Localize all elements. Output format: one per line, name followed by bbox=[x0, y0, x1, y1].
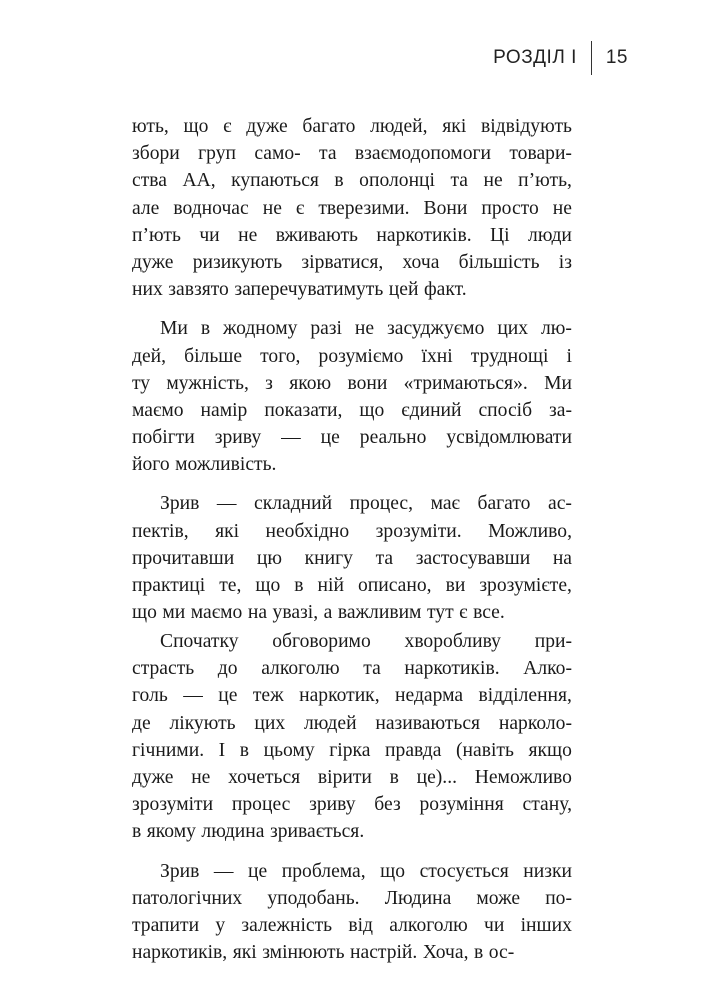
word: людей bbox=[303, 712, 357, 734]
word: голь bbox=[132, 685, 168, 707]
word: побігти bbox=[132, 427, 195, 449]
word: якому bbox=[146, 821, 196, 843]
word: реально bbox=[359, 427, 427, 449]
word: які bbox=[232, 942, 257, 964]
word: дей, bbox=[132, 345, 167, 367]
word: зірватися, bbox=[301, 251, 384, 273]
text-line bbox=[132, 222, 572, 249]
word: вони bbox=[347, 372, 388, 394]
word: не bbox=[354, 318, 375, 340]
word: має bbox=[430, 493, 460, 515]
word: відділення, bbox=[478, 685, 572, 707]
word: взаємодопомоги bbox=[354, 143, 492, 165]
word: в bbox=[132, 821, 142, 843]
word: просто bbox=[481, 197, 539, 219]
word: які bbox=[215, 520, 240, 542]
word: якщо bbox=[528, 739, 572, 761]
word: вживають bbox=[275, 224, 358, 246]
word: настрій. bbox=[350, 942, 418, 964]
word: більшість bbox=[458, 251, 540, 273]
word: але bbox=[132, 197, 160, 219]
word: є bbox=[459, 602, 468, 624]
word: водночас bbox=[173, 197, 249, 219]
word: хворобливу bbox=[404, 631, 501, 652]
word: зривається. bbox=[269, 821, 365, 843]
word: Людина bbox=[384, 887, 452, 909]
text-block-bottom bbox=[132, 628, 572, 966]
word: маємо bbox=[190, 602, 243, 624]
word: увазі, bbox=[272, 602, 319, 624]
word: дуже bbox=[132, 766, 174, 788]
word: маємо bbox=[132, 399, 184, 421]
word: купаються bbox=[231, 170, 319, 192]
word: проблема, bbox=[281, 860, 366, 882]
word: дуже bbox=[246, 116, 288, 137]
word: них bbox=[132, 279, 163, 301]
word: у bbox=[215, 914, 226, 936]
word: все. bbox=[473, 602, 505, 624]
text-line bbox=[132, 518, 572, 545]
word: зрозуміти bbox=[132, 794, 214, 816]
word: не bbox=[191, 766, 211, 788]
text-line bbox=[132, 113, 572, 140]
word: наркотиків. bbox=[404, 658, 500, 680]
word: нарколо- bbox=[498, 712, 572, 734]
word: розуміємо bbox=[318, 345, 404, 367]
word: багато bbox=[477, 493, 531, 515]
word: людина bbox=[201, 821, 265, 843]
text-line bbox=[132, 599, 572, 626]
text-line bbox=[132, 343, 572, 370]
word: ас- bbox=[548, 493, 572, 515]
word: це)... bbox=[416, 766, 457, 788]
word: ос- bbox=[488, 942, 515, 964]
word: вірити bbox=[317, 766, 372, 788]
word: зриву bbox=[214, 427, 262, 449]
word: мужність, bbox=[166, 372, 249, 394]
text-line bbox=[132, 451, 572, 478]
word: це bbox=[248, 860, 268, 882]
word: називаються bbox=[375, 712, 481, 734]
word: — bbox=[183, 685, 203, 707]
text-line bbox=[132, 655, 572, 682]
text-line bbox=[132, 710, 572, 737]
paragraph bbox=[132, 628, 572, 846]
word: п’ють bbox=[132, 224, 181, 246]
word: цих bbox=[254, 712, 286, 734]
word: в bbox=[294, 575, 304, 596]
header-divider bbox=[591, 41, 592, 75]
word: — bbox=[281, 427, 301, 449]
word: уподобань. bbox=[267, 887, 360, 909]
word: Неможливо bbox=[474, 766, 572, 788]
text-line bbox=[132, 167, 572, 194]
word: хочеться bbox=[228, 766, 301, 788]
word: що bbox=[380, 860, 406, 882]
word: є bbox=[295, 197, 305, 219]
text-line bbox=[132, 397, 572, 424]
text-line bbox=[132, 315, 572, 342]
text-line bbox=[132, 140, 572, 167]
word: в bbox=[473, 942, 484, 964]
word: низки bbox=[523, 860, 572, 882]
word: хоча bbox=[402, 251, 440, 273]
text-line bbox=[132, 682, 572, 709]
word: Спочатку bbox=[160, 631, 239, 652]
word: прочитавши bbox=[132, 547, 235, 569]
word: «тримаються». bbox=[403, 372, 528, 394]
word: наркотиків, bbox=[132, 942, 228, 964]
word: зриву bbox=[309, 794, 356, 816]
word: — bbox=[216, 493, 237, 515]
word: недарма bbox=[395, 685, 464, 707]
word: за- bbox=[549, 399, 572, 421]
word: описано, bbox=[357, 575, 432, 596]
word: відвідують bbox=[480, 116, 572, 137]
word: засуджуємо bbox=[387, 318, 485, 340]
word: ми bbox=[162, 602, 186, 624]
word: тверезими. bbox=[318, 197, 410, 219]
paragraph-gap bbox=[132, 478, 572, 490]
text-line bbox=[132, 424, 572, 451]
word: необхідно bbox=[265, 520, 350, 542]
text-line bbox=[132, 572, 572, 599]
word: цей bbox=[388, 279, 419, 301]
word: чи bbox=[484, 914, 505, 936]
word: наркотик, bbox=[299, 685, 380, 707]
word: залежність bbox=[241, 914, 333, 936]
word: дуже bbox=[132, 251, 174, 273]
word: люди bbox=[528, 224, 572, 246]
word: інших bbox=[520, 914, 572, 936]
word: те, bbox=[219, 575, 242, 596]
word: чи bbox=[199, 224, 220, 246]
word: які bbox=[442, 116, 467, 137]
word: Вони bbox=[423, 197, 468, 219]
word: гірка bbox=[329, 739, 371, 761]
word: цю bbox=[256, 547, 282, 569]
word: та bbox=[363, 658, 381, 680]
word: складний bbox=[254, 493, 333, 515]
word: по- bbox=[545, 887, 572, 909]
paragraph-gap bbox=[132, 303, 572, 315]
text-line bbox=[132, 490, 572, 517]
word: трапити bbox=[132, 914, 200, 936]
text-line bbox=[132, 276, 572, 303]
word: з bbox=[265, 372, 273, 394]
word: Ці bbox=[490, 224, 510, 246]
word: важливим bbox=[337, 602, 422, 624]
running-head bbox=[493, 40, 628, 76]
word: його bbox=[132, 454, 170, 476]
word: того, bbox=[260, 345, 301, 367]
word: збори bbox=[132, 143, 180, 165]
word: їхні bbox=[421, 345, 453, 367]
word: ризикують bbox=[192, 251, 283, 273]
word: багато bbox=[302, 116, 356, 137]
paragraph bbox=[132, 858, 572, 967]
word: в bbox=[334, 170, 344, 192]
word: якою bbox=[289, 372, 332, 394]
word: показати, bbox=[264, 399, 343, 421]
word: тут bbox=[426, 602, 454, 624]
word: Ми bbox=[160, 318, 188, 340]
paragraph-gap bbox=[132, 846, 572, 858]
text-line bbox=[132, 858, 572, 885]
word: до bbox=[217, 658, 238, 680]
word: товари- bbox=[509, 143, 572, 165]
word: пектів, bbox=[132, 520, 189, 542]
word: лю- bbox=[541, 318, 572, 340]
word: Можливо, bbox=[488, 520, 572, 542]
word: наркотиків. bbox=[376, 224, 472, 246]
word: п’ють, bbox=[518, 170, 572, 192]
word: де bbox=[132, 712, 151, 734]
paragraph bbox=[132, 113, 572, 303]
word: труднощі bbox=[470, 345, 549, 367]
word: страсть bbox=[132, 658, 195, 680]
word: спосіб bbox=[478, 399, 533, 421]
word: зрозумієте, bbox=[479, 575, 572, 596]
word: і bbox=[566, 345, 572, 367]
word: ства bbox=[132, 170, 167, 192]
word: може bbox=[476, 887, 521, 909]
word: не bbox=[238, 224, 258, 246]
word: — bbox=[213, 860, 234, 882]
word: зрозуміти. bbox=[375, 520, 462, 542]
word: само- bbox=[254, 143, 301, 165]
text-line bbox=[132, 628, 572, 655]
page-number: 15 bbox=[605, 47, 628, 68]
text-line bbox=[132, 764, 572, 791]
word: що bbox=[132, 602, 157, 624]
word: розуміння bbox=[419, 794, 504, 816]
word: що bbox=[255, 575, 281, 596]
word: разі bbox=[310, 318, 342, 340]
word: є bbox=[223, 116, 232, 137]
word: можливість. bbox=[175, 454, 277, 476]
word: більше bbox=[184, 345, 243, 367]
word: гічними. bbox=[132, 739, 205, 761]
text-line bbox=[132, 737, 572, 764]
word: в bbox=[239, 739, 250, 761]
word: що bbox=[359, 399, 385, 421]
word: єдиний bbox=[401, 399, 462, 421]
word: алкоголю bbox=[261, 658, 340, 680]
word: не bbox=[262, 197, 282, 219]
word: Хоча, bbox=[422, 942, 469, 964]
text-block-top bbox=[132, 113, 572, 626]
word: змінюють bbox=[262, 942, 345, 964]
text-line bbox=[132, 912, 572, 939]
word: ють, bbox=[132, 116, 169, 137]
word: застосувавши bbox=[415, 547, 531, 569]
word: процес bbox=[231, 794, 291, 816]
word: книгу bbox=[304, 547, 353, 569]
word: заперечуватимуть bbox=[234, 279, 384, 301]
word: при- bbox=[534, 631, 572, 652]
word: на bbox=[247, 602, 268, 624]
word: процес, bbox=[349, 493, 414, 515]
word: цих bbox=[497, 318, 529, 340]
word: а bbox=[323, 602, 333, 624]
chapter-title: РОЗДІЛ І bbox=[493, 47, 577, 68]
text-line bbox=[132, 545, 572, 572]
word: та bbox=[450, 170, 468, 192]
word: алкоголю bbox=[389, 914, 468, 936]
word: стану, bbox=[522, 794, 572, 816]
word: Зрив bbox=[160, 493, 200, 515]
word: факт. bbox=[423, 279, 467, 301]
word: людей, bbox=[370, 116, 428, 137]
word: та bbox=[319, 143, 337, 165]
word: ту bbox=[132, 372, 151, 394]
word: не bbox=[483, 170, 503, 192]
word: груп bbox=[198, 143, 236, 165]
text-line bbox=[132, 195, 572, 222]
word: на bbox=[552, 547, 572, 569]
word: теж bbox=[252, 685, 284, 707]
word: це bbox=[320, 427, 340, 449]
word: в bbox=[389, 766, 399, 788]
word: із bbox=[558, 251, 572, 273]
word: в bbox=[200, 318, 211, 340]
word: Алко- bbox=[523, 658, 572, 680]
text-line bbox=[132, 818, 572, 845]
text-line bbox=[132, 370, 572, 397]
word: цьому bbox=[263, 739, 315, 761]
paragraph bbox=[132, 490, 572, 626]
word: АА, bbox=[182, 170, 216, 192]
text-line bbox=[132, 791, 572, 818]
text-line bbox=[132, 249, 572, 276]
word: (навіть bbox=[456, 739, 514, 761]
word: ополонці bbox=[359, 170, 435, 192]
paragraph bbox=[132, 315, 572, 478]
word: без bbox=[374, 794, 401, 816]
word: усвідомлювати bbox=[446, 427, 572, 449]
word: жодному bbox=[223, 318, 298, 340]
word: лікують bbox=[169, 712, 236, 734]
word: не bbox=[552, 197, 572, 219]
word: обговоримо bbox=[272, 631, 371, 652]
word: Зрив bbox=[160, 860, 200, 882]
text-line bbox=[132, 939, 572, 966]
word: стосується bbox=[419, 860, 509, 882]
word: Ми bbox=[544, 372, 572, 394]
text-line bbox=[132, 885, 572, 912]
word: ви bbox=[445, 575, 466, 596]
word: завзято bbox=[168, 279, 229, 301]
word: що bbox=[183, 116, 209, 137]
word: патологічних bbox=[132, 887, 243, 909]
word: правда bbox=[385, 739, 442, 761]
word: намір bbox=[200, 399, 248, 421]
word: практиці bbox=[132, 575, 206, 596]
word: І bbox=[218, 739, 226, 761]
word: ній bbox=[317, 575, 344, 596]
word: та bbox=[375, 547, 394, 569]
word: від bbox=[348, 914, 374, 936]
word: це bbox=[218, 685, 238, 707]
